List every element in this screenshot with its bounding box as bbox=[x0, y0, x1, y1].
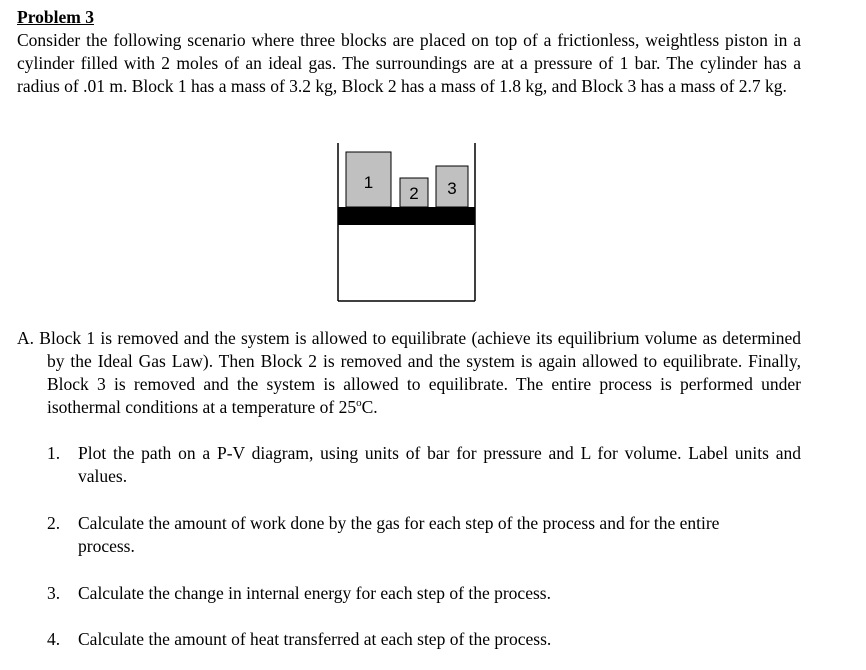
question-3 bbox=[47, 582, 801, 605]
question-text: Calculate the change in internal energy for each step of the process. bbox=[78, 583, 551, 603]
part-a-label: A. bbox=[17, 328, 35, 348]
question-text: Calculate the amount of heat transferred at each step of the process. bbox=[78, 629, 552, 649]
question-text: Plot the path on a P-V diagram, using units of bar for pressure and L for volume. Label units and values. bbox=[78, 443, 801, 486]
question-number: 3. bbox=[47, 583, 61, 603]
question-number: 2. bbox=[47, 513, 61, 533]
part-a-body: Block 1 is removed and the system is allowed to equilibrate (achieve its equilibrium volume as determined by the Ideal Gas Law). Then Block 2 is removed and the system is again allowed to equilibrate. Finally, Block 3 is removed and the system is allowed to equilibrate. The entire process is performed under isothermal conditions at a temperature of 25 bbox=[39, 328, 802, 417]
block-2-label: 2 bbox=[409, 184, 419, 203]
piston bbox=[338, 207, 475, 225]
question-number: 1. bbox=[47, 443, 61, 463]
question-number: 4. bbox=[47, 629, 61, 649]
part-a-text bbox=[17, 327, 801, 419]
question-text: Calculate the amount of work done by the gas for each step of the process and for the entire process. bbox=[78, 513, 720, 556]
problem-title: Problem 3 bbox=[17, 7, 94, 27]
temperature-unit: C. bbox=[361, 397, 378, 417]
piston-cylinder-diagram bbox=[337, 140, 479, 305]
block-3-label: 3 bbox=[447, 179, 457, 198]
question-4 bbox=[47, 628, 801, 651]
block-1-label: 1 bbox=[363, 173, 374, 192]
problem-intro: Consider the following scenario where three blocks are placed on top of a frictionless, weightless piston in a cylinder filled with 2 moles of an ideal gas. The surroundings are at a pressure of 1 bar. The cylinder has a radius of .01 m. Block 1 has a mass of 3.2 kg, Block 2 has a mass of 1.8 kg, and Block 3 has a mass of 2.7 kg. bbox=[17, 30, 801, 96]
degree-symbol: o bbox=[356, 397, 362, 410]
question-2 bbox=[47, 512, 747, 558]
question-1 bbox=[47, 442, 801, 488]
